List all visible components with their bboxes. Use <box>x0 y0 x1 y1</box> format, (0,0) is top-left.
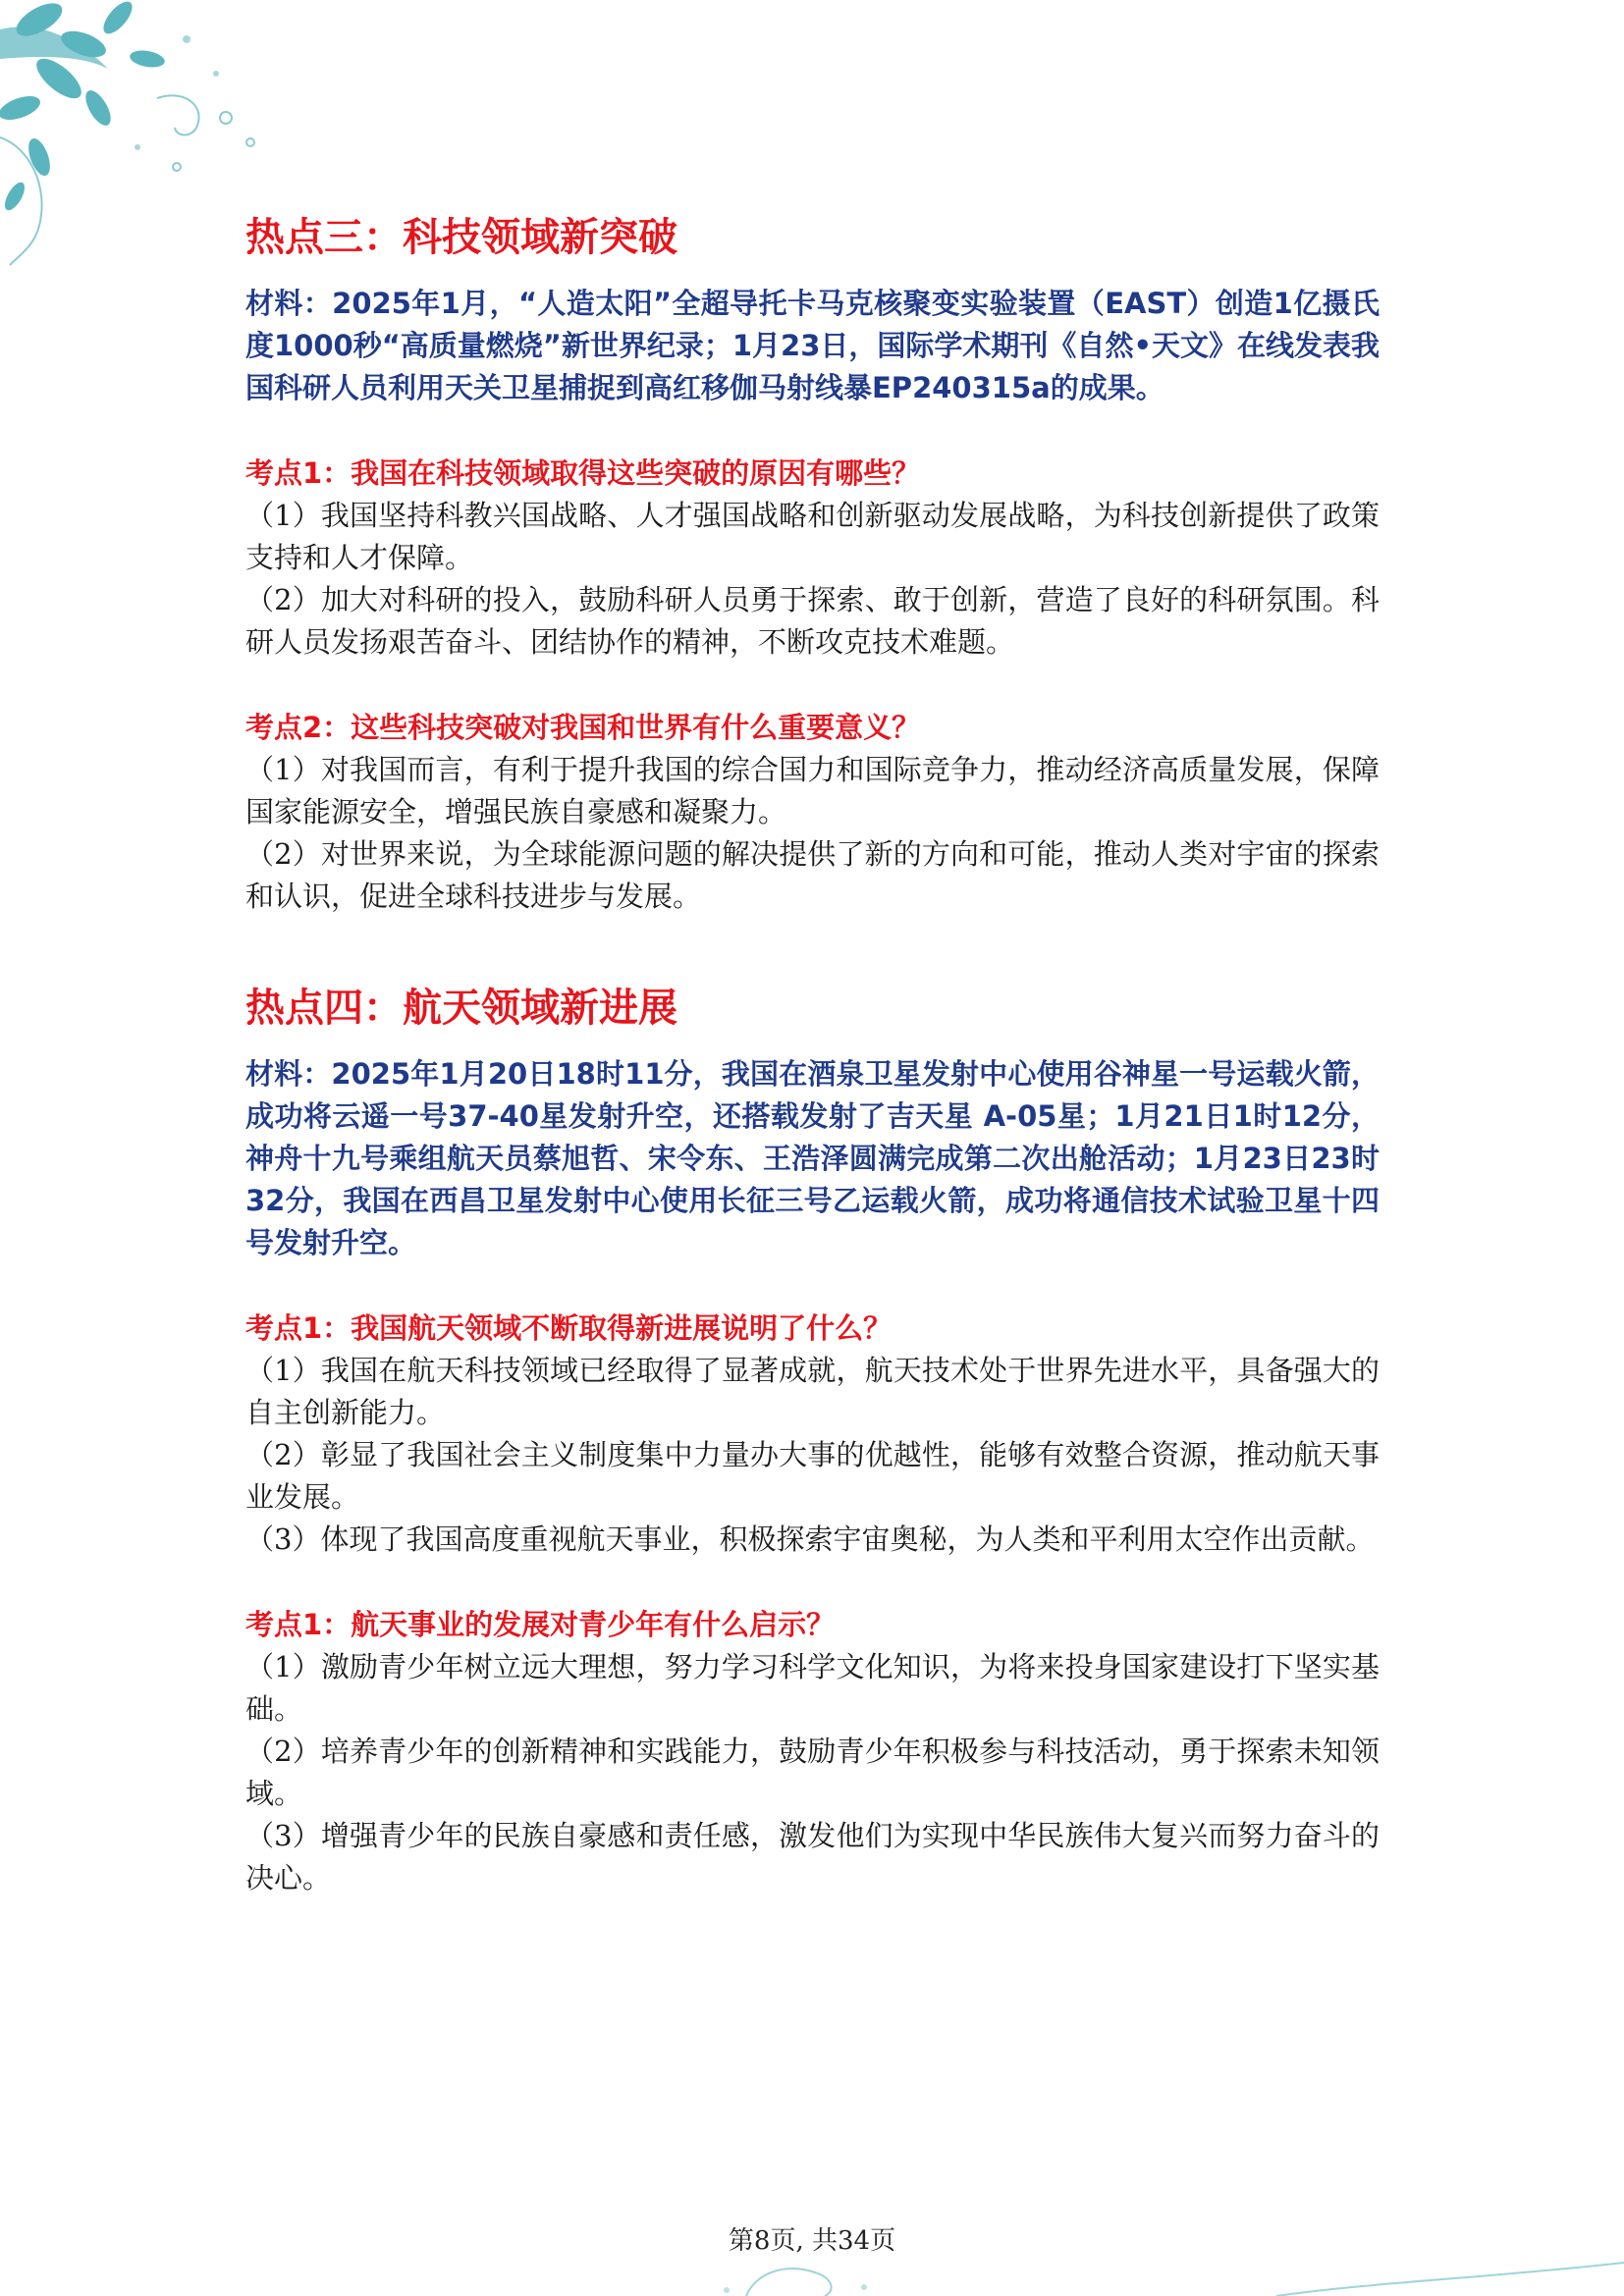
section-spacer <box>245 918 1380 977</box>
exam-point-answer: （3）增强青少年的民族自豪感和责任感，激发他们为实现中华民族伟大复兴而努力奋斗的决心。 <box>245 1819 1380 1895</box>
page-number: 第8页, 共34页 <box>728 2226 896 2256</box>
exam-point-question: 考点1：我国航天领域不断取得新进展说明了什么？ <box>245 1311 893 1345</box>
exam-point-answer: （2）加大对科研的投入，鼓励科研人员勇于探索、敢于创新，营造了良好的科研氛围。科研人员发扬艰苦奋斗、团结协作的精神，不断攻克技术难题。 <box>245 583 1380 659</box>
exam-point <box>245 1308 1380 1561</box>
exam-point-question: 考点2：这些科技突破对我国和世界有什么重要意义？ <box>245 711 921 744</box>
section-hot-topic-3 <box>245 206 1380 918</box>
exam-point-answer: （1）我国坚持科教兴国战略、人才强国战略和创新驱动发展战略，为科技创新提供了政策支持和人才保障。 <box>245 499 1380 574</box>
section-title: 热点三：科技领域新突破 <box>245 215 677 260</box>
page-content <box>245 206 1380 1899</box>
exam-point-answer: （2）对世界来说，为全球能源问题的解决提供了新的方向和可能，推动人类对宇宙的探索和认识，促进全球科技进步与发展。 <box>245 837 1380 913</box>
exam-point-question: 考点1：我国在科技领域取得这些突破的原因有哪些？ <box>245 456 921 490</box>
floral-ornament-bottom <box>687 2233 1624 2296</box>
section-title: 热点四：航天领域新进展 <box>245 986 677 1031</box>
exam-point-answer: （1）我国在航天科技领域已经取得了显著成就，航天技术处于世界先进水平，具备强大的自主创新能力。 <box>245 1354 1380 1429</box>
exam-point-answer: （3）体现了我国高度重视航天事业，积极探索宇宙奥秘，为人类和平利用太空作出贡献。 <box>245 1522 1375 1556</box>
material-text: 材料：2025年1月20日18时11分，我国在酒泉卫星发射中心使用谷神星一号运载火箭，成功将云遥一号37-40星发射升空，还搭载发射了吉天星 A-05星；1月21日1时12分，神舟十九号乘组航天员蔡旭哲、宋令东、王浩泽圆满完成第二次出舱活动；1月23日23时32分，我国在西昌卫星发射中心使用长征三号乙运载火箭，成功将通信技术试验卫星十四号发射升空。 <box>245 1057 1380 1259</box>
exam-point <box>245 707 1380 918</box>
exam-point <box>245 1604 1380 1899</box>
exam-point-question: 考点1：航天事业的发展对青少年有什么启示？ <box>245 1608 836 1641</box>
section-hot-topic-4 <box>245 977 1380 1899</box>
exam-point <box>245 453 1380 664</box>
exam-point-answer: （2）彰显了我国社会主义制度集中力量办大事的优越性，能够有效整合资源，推动航天事业发展。 <box>245 1438 1380 1514</box>
exam-point-answer: （1）对我国而言，有利于提升我国的综合国力和国际竞争力，推动经济高质量发展，保障国家能源安全，增强民族自豪感和凝聚力。 <box>245 753 1380 828</box>
exam-point-answer: （1）激励青少年树立远大理想，努力学习科学文化知识，为将来投身国家建设打下坚实基础。 <box>245 1650 1380 1726</box>
material-text: 材料：2025年1月，“人造太阳”全超导托卡马克核聚变实验装置（EAST）创造1亿摄氏度1000秒“高质量燃烧”新世界纪录；1月23日，国际学术期刊《自然•天文》在线发表我国科研人员利用天关卫星捕捉到高红移伽马射线暴EP240315a的成果。 <box>245 287 1380 404</box>
exam-point-answer: （2）培养青少年的创新精神和实践能力，鼓励青少年积极参与科技活动，勇于探索未知领域。 <box>245 1735 1380 1810</box>
